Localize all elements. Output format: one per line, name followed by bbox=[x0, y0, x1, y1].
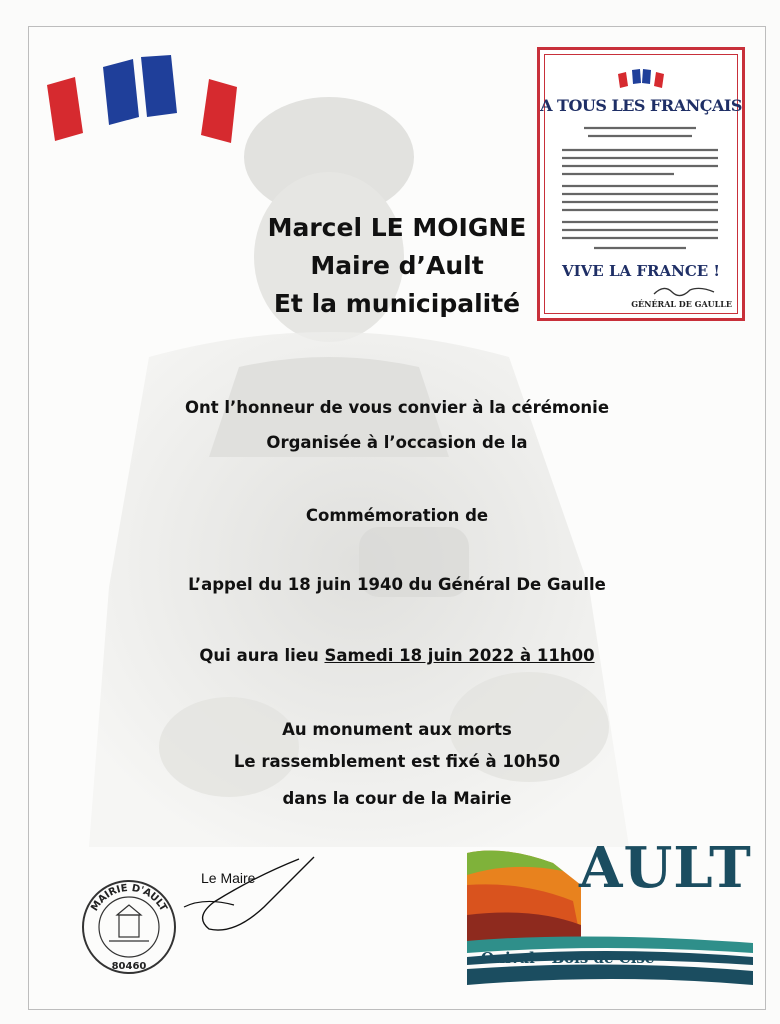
invite-line-4: L’appel du 18 juin 1940 du Général De Gaulle bbox=[188, 575, 606, 594]
host-block bbox=[29, 209, 765, 323]
poster-closing: VIVE LA FRANCE ! bbox=[562, 262, 720, 280]
logo-name: AULT bbox=[579, 835, 752, 901]
invite-line-2: Organisée à l’occasion de la bbox=[266, 433, 528, 452]
poster-title: A TOUS LES FRANÇAIS bbox=[540, 96, 742, 115]
seal-code: 80460 bbox=[111, 961, 147, 972]
invite-line-8: dans la cour de la Mairie bbox=[282, 789, 512, 808]
host-name: Marcel LE MOIGNE bbox=[267, 213, 527, 242]
poster-flag-icon bbox=[616, 68, 668, 90]
poster-signature: GÉNÉRAL DE GAULLE bbox=[631, 299, 732, 309]
event-date: Samedi 18 juin 2022 à 11h00 bbox=[324, 646, 595, 665]
svg-text:MAIRIE D'AULT bbox=[89, 883, 168, 914]
mayor-handwritten-signature bbox=[174, 847, 324, 937]
invite-line-6: Au monument aux morts bbox=[282, 720, 512, 739]
logo-subtitle: Onival - Bois de Cise bbox=[481, 949, 655, 967]
host-with: Et la municipalité bbox=[273, 289, 521, 318]
mayor-label: Le Maire bbox=[201, 870, 256, 886]
date-prefix: Qui aura lieu bbox=[199, 646, 325, 665]
invitation-card bbox=[28, 26, 766, 1010]
invite-line-7: Le rassemblement est fixé à 10h50 bbox=[233, 752, 561, 771]
invite-line-5 bbox=[29, 643, 765, 669]
french-flag bbox=[47, 55, 247, 145]
seal-text: MAIRIE D'AULT bbox=[89, 882, 169, 914]
invite-line-3: Commémoration de bbox=[305, 506, 489, 525]
invite-line-1: Ont l’honneur de vous convier à la cérémonie bbox=[184, 398, 610, 417]
host-title: Maire d’Ault bbox=[310, 251, 484, 280]
town-hall-seal bbox=[79, 877, 179, 977]
